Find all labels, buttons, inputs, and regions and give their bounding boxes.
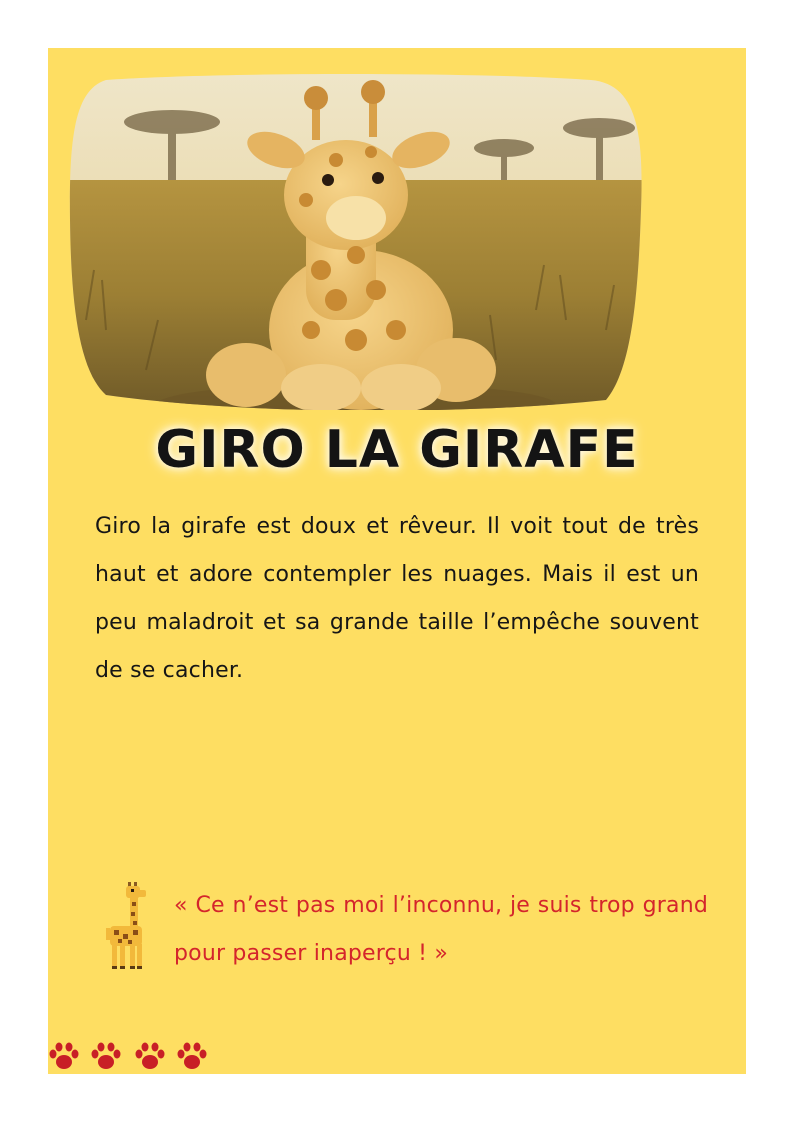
paw-prints	[48, 1042, 218, 1072]
card-description: Giro la girafe est doux et rêveur. Il voit tout de très haut et adore contempler les nuages. Mais il est un peu maladroit et sa grande taille l’empêche souvent de se cacher.	[95, 514, 699, 683]
paw-icon	[48, 1042, 80, 1072]
paw-icon	[134, 1042, 166, 1072]
character-quote: « Ce n’est pas moi l’inconnu, je suis trop grand pour passer inaperçu ! »	[174, 893, 708, 966]
paw-icon	[176, 1042, 208, 1072]
paw-icon	[90, 1042, 122, 1072]
character-card	[48, 48, 746, 1074]
giraffe-icon	[104, 876, 148, 974]
card-title: GIRO LA GIRAFE	[155, 420, 639, 480]
giraffe-plush-photo	[66, 70, 646, 410]
